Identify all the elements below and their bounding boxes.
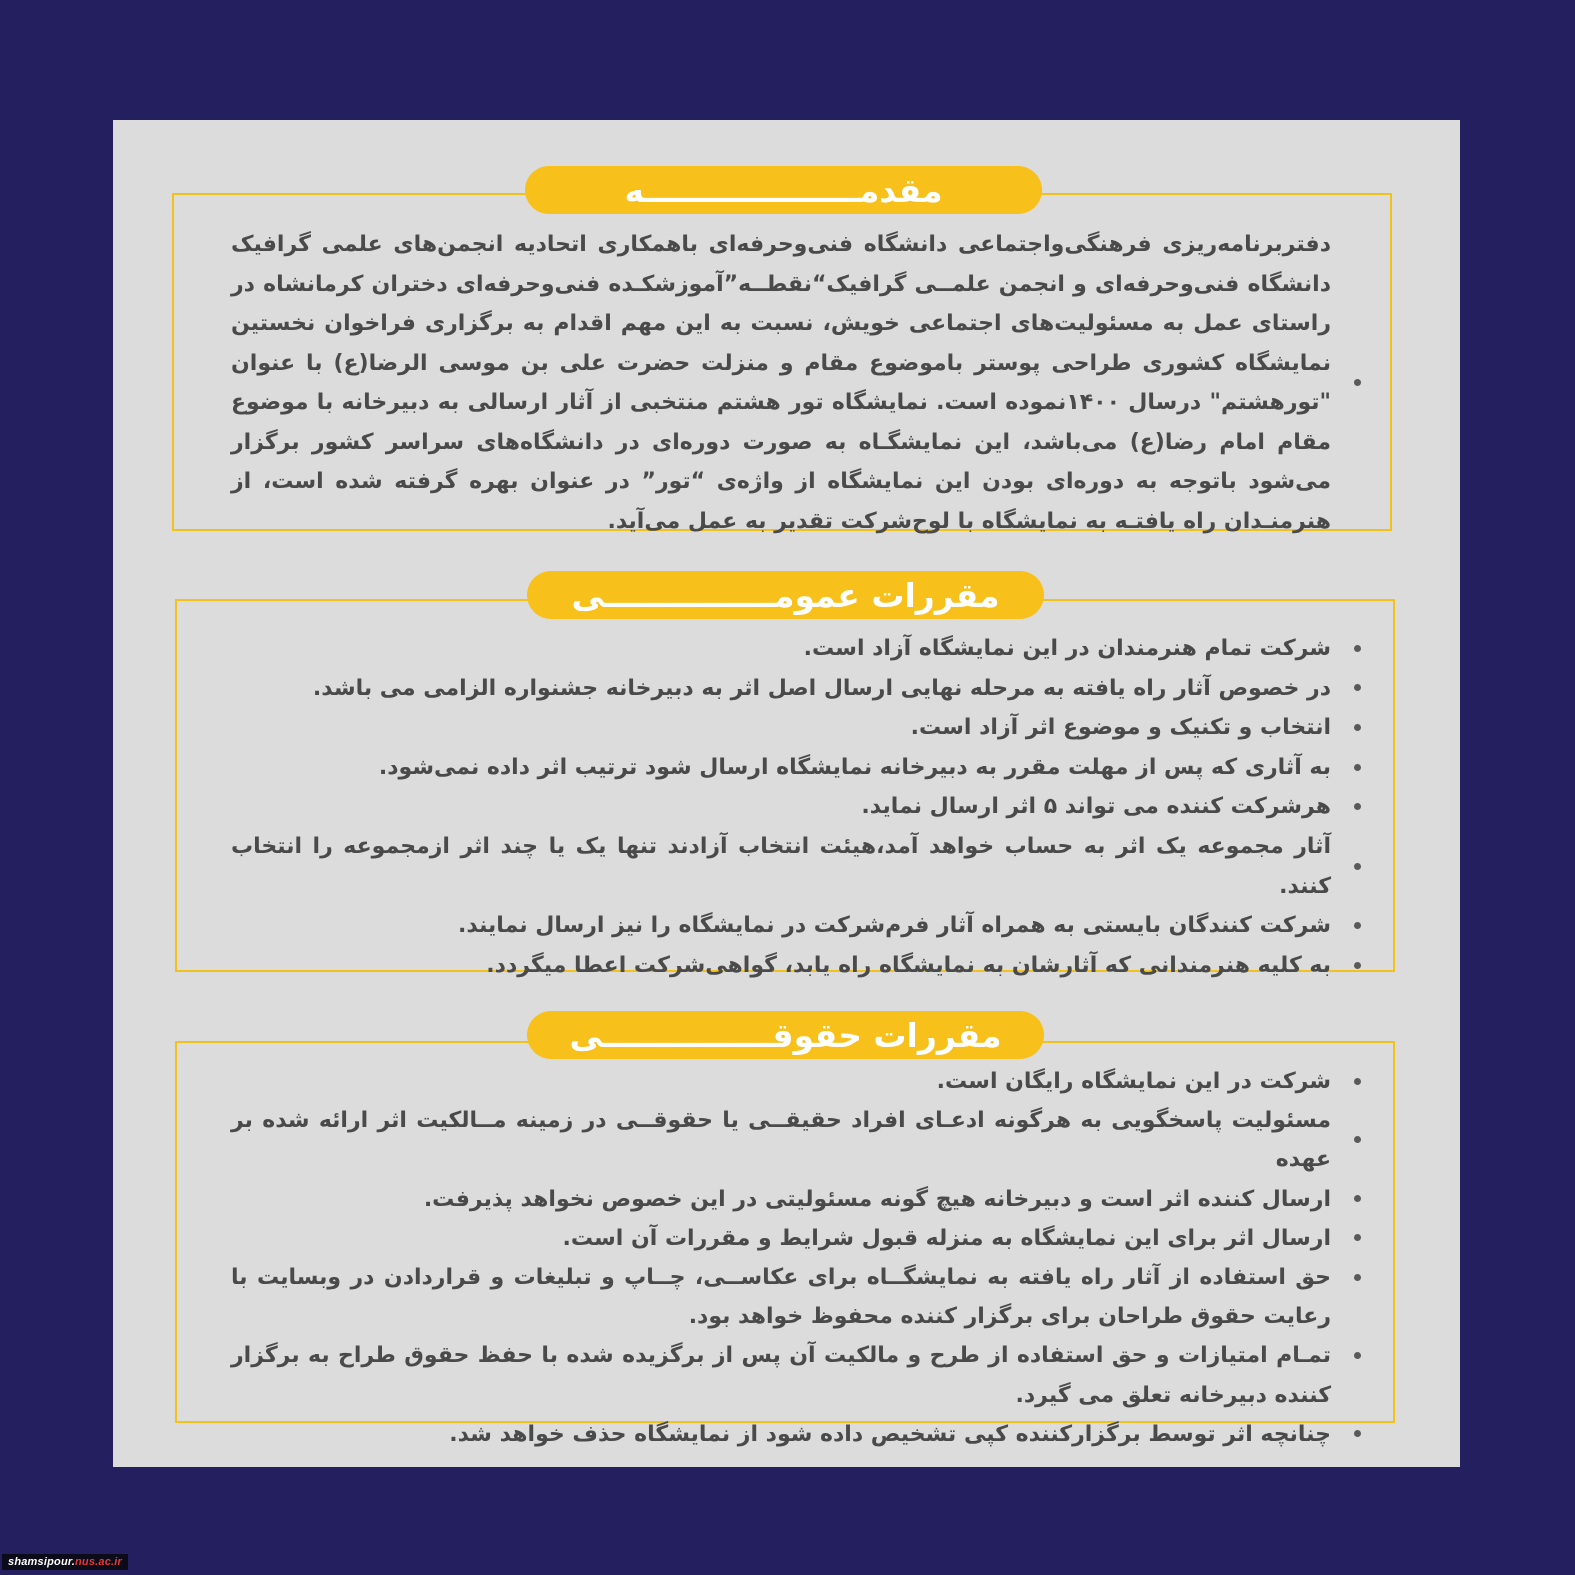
intro-title-pill: [525, 166, 1042, 214]
bullet-icon: [1354, 645, 1361, 652]
list-item: هرشرکت کننده می تواند ۵ اثر ارسال نماید.: [231, 787, 1361, 827]
credit-domain: nus.ac.ir: [75, 1556, 123, 1568]
credit-prefix: shamsipour.: [8, 1556, 75, 1568]
list-item: تمـام امتیازات و حق استفاده از طرح و مالکیت آن پس از برگزیده شده با حفظ حقوق طراح به برگزار کننده دبیرخانه تعلق می گیرد.: [231, 1336, 1361, 1414]
list-item: شرکت در این نمایشگاه رایگان است.: [231, 1062, 1361, 1101]
list-item: چنانچه اثر توسط برگزارکننده کپی تشخیص داده شود از نمایشگاه حذف خواهد شد.: [231, 1415, 1361, 1454]
list-item: ارسال کننده اثر است و دبیرخانه هیچ گونه مسئولیتی در این خصوص نخواهد پذیرفت.: [231, 1180, 1361, 1219]
legal-rules-content: [231, 1062, 1361, 1454]
intro-content: [231, 225, 1361, 541]
bullet-icon: [1354, 863, 1361, 870]
website-credit: [2, 1554, 128, 1570]
legal-rules-title-pill: [527, 1011, 1044, 1059]
list-item: مسئولیت پاسخگویی به هرگونه ادعـای افراد حقیقــی یا حقوقــی در زمینه مــالکیت اثر ارائه شده بر عهده: [231, 1101, 1361, 1179]
list-item: به کلیه هنرمندانی که آثارشان به نمایشگاه راه یابد، گواهی‌شرکت اعطا میگردد.: [231, 946, 1361, 986]
content-panel: [113, 120, 1460, 1467]
list-item: آثار مجموعه یک اثر به حساب خواهد آمد،هیئت انتخاب آزادند تنها یک یا چند اثر ازمجموعه را انتخاب کنند.: [231, 827, 1361, 906]
bullet-icon: [1354, 684, 1361, 691]
list-item: حق استفاده از آثار راه یافته به نمایشگــاه برای عکاســی، چــاپ و تبلیغات و قراردادن در وبسایت با رعایت حقوق طراحان برای برگزار کننده محفوظ خواهد بود.: [231, 1258, 1361, 1336]
bullet-icon: [1354, 962, 1361, 969]
general-rules-title: مقررات عمومـــــــــــــــی: [571, 575, 1000, 615]
list-item: ارسال اثر برای این نمایشگاه به منزله قبول شرایط و مقررات آن است.: [231, 1219, 1361, 1258]
legal-rules-title: مقررات حقوقـــــــــــــــی: [569, 1015, 1002, 1055]
list-item: شرکت کنندگان بایستی به همراه آثار فرم‌شرکت در نمایشگاه را نیز ارسال نمایند.: [231, 906, 1361, 946]
bullet-icon: [1354, 1195, 1361, 1202]
bullet-icon: [1354, 764, 1361, 771]
bullet-icon: [1354, 1430, 1361, 1437]
bullet-icon: [1354, 379, 1361, 386]
bullet-icon: [1354, 803, 1361, 810]
general-rules-title-pill: [527, 571, 1044, 619]
bullet-icon: [1354, 1234, 1361, 1241]
bullet-icon: [1354, 922, 1361, 929]
bullet-icon: [1354, 1078, 1361, 1085]
list-item: انتخاب و تکنیک و موضوع اثر آزاد است.: [231, 708, 1361, 748]
intro-title: مقدمـــــــــــــــــــه: [624, 170, 943, 210]
general-rules-content: [231, 629, 1361, 985]
bullet-icon: [1354, 724, 1361, 731]
intro-paragraph: دفتربرنامه‌ریزی فرهنگی‌واجتماعی دانشگاه فنی‌وحرفه‌ای باهمکاری اتحادیه انجمن‌های علمی گرافیک دانشگاه فنی‌وحرفه‌ای و انجمن علمــی گرافیک“نقطــه”آموزشکـده فنی‌وحرفه‌ای دختران کرمانشاه در راستای عمل به مسئولیت‌های اجتماعی خویش، نسبت به این مهم اقدام به برگزاری فراخوان نخستین نمایشگاه کشوری طراحی پوستر باموضوع مقام و منزلت حضرت علی بن موسی الرضا(ع) با عنوان "تورهشتم" درسال ۱۴۰۰نموده است. نمایشگاه تور هشتم منتخبی از آثار ارسالی به دبیرخانه با موضوع مقام امام رضا(ع) می‌باشد، این نمایشگـاه به صورت دوره‌ای در دانشگاه‌های سراسر کشور برگزار می‌شود باتوجه به دوره‌ای بودن این نمایشگاه از واژه‌ی “تور” در عنوان بهره گرفته شده است، از هنرمنـدان راه یافتـه به نمایشگاه با لوح‌شرکت تقدیر به عمل می‌آید.: [231, 225, 1361, 541]
bullet-icon: [1354, 1352, 1361, 1359]
bullet-icon: [1354, 1274, 1361, 1281]
bullet-icon: [1354, 1136, 1361, 1143]
list-item: در خصوص آثار راه یافته به مرحله نهایی ارسال اصل اثر به دبیرخانه جشنواره الزامی می باشد.: [231, 669, 1361, 709]
legal-rules-list: [231, 1062, 1361, 1454]
list-item: شرکت تمام هنرمندان در این نمایشگاه آزاد است.: [231, 629, 1361, 669]
general-rules-list: [231, 629, 1361, 985]
list-item: به آثاری که پس از مهلت مقرر به دبیرخانه نمایشگاه ارسال شود ترتیب اثر داده نمی‌شود.: [231, 748, 1361, 788]
